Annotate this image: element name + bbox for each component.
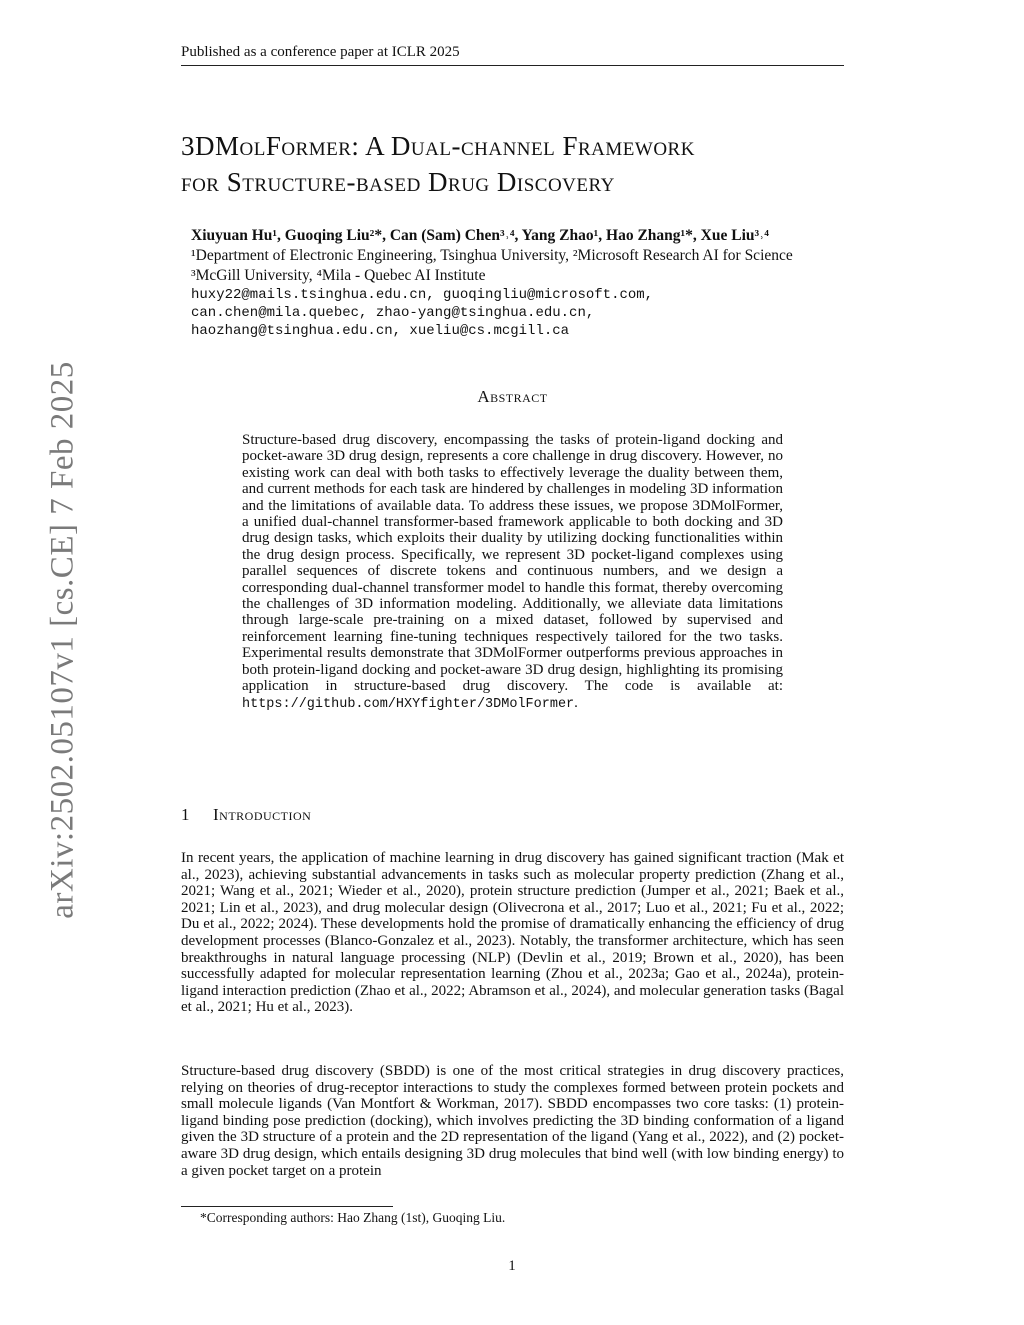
abstract-body xyxy=(242,432,783,713)
email-line-2: can.chen@mila.quebec, zhao-yang@tsinghua.edu.cn, xyxy=(191,305,595,321)
footnote-rule xyxy=(181,1206,393,1207)
running-header: Published as a conference paper at ICLR 2025 xyxy=(181,44,460,60)
abstract-heading: Abstract xyxy=(477,387,548,406)
section-heading-introduction xyxy=(181,805,311,825)
intro-paragraph-1: In recent years, the application of machine learning in drug discovery has gained significant traction (Mak et al., 2023), achieving substantial advancements in tasks such as molecular property prediction (Zhang et al., 2021; Wang et al., 2021; Wieder et al., 2020), protein structure prediction (Jumper et al., 2021; Baek et al., 2021; Lin et al., 2023), and drug molecular design (Olivecrona et al., 2017; Luo et al., 2021; Fu et al., 2022; Du et al., 2022; 2024). These developments hold the promise of dramatically enhancing the efficiency of drug development processes (Blanco-Gonzalez et al., 2023). Notably, the transformer architecture, which has seen breakthroughs in natural language processing (NLP) (Devlin et al., 2019; Brown et al., 2020), has been successfully adapted for molecular representation learning (Zhou et al., 2023a; Gao et al., 2024a), protein-ligand interaction prediction (Zhao et al., 2022; Abramson et al., 2024), and molecular generation tasks (Bagal et al., 2021; Hu et al., 2023). xyxy=(181,850,844,1016)
page-number: 1 xyxy=(508,1258,516,1274)
affiliation-line-2: ³McGill University, ⁴Mila - Quebec AI Institute xyxy=(191,267,486,284)
intro-paragraph-2: Structure-based drug discovery (SBDD) is one of the most critical strategies in drug discovery practices, relying on theories of drug-receptor interactions to study the complexes formed between protein pockets and small molecule ligands (Van Montfort & Workman, 2017). SBDD encompasses two core tasks: (1) protein-ligand binding pose prediction (docking), which involves predicting the 3D binding conformation of a ligand given the 3D structure of a protein and the 2D representation of the ligand (Yang et al., 2022), and (2) pocket-aware 3D drug design, which entails designing 3D drug molecules that bind well (with low binding energy) to a given pocket target on a protein xyxy=(181,1063,844,1179)
title-line-1: 3DMolFormer: A Dual-channel Framework xyxy=(181,131,695,161)
arxiv-stamp: arXiv:2502.05107v1 [cs.CE] 7 Feb 2025 xyxy=(44,361,81,919)
paper-title xyxy=(181,128,844,200)
header-rule xyxy=(181,65,844,66)
code-link[interactable]: https://github.com/HXYfighter/3DMolFormer xyxy=(242,696,575,712)
abstract-end: . xyxy=(574,694,578,711)
email-line-1: huxy22@mails.tsinghua.edu.cn, guoqingliu@microsoft.com, xyxy=(191,287,654,303)
affiliation-line-1: ¹Department of Electronic Engineering, Tsinghua University, ²Microsoft Research AI for Science xyxy=(191,247,793,264)
abstract-text: Structure-based drug discovery, encompassing the tasks of protein-ligand docking and pocket-aware 3D drug design, represents a core challenge in drug discovery. However, no existing work can deal with both tasks to effectively leverage the duality between them, and current methods for each task are hindered by challenges in modeling 3D information and the limitations of available data. To address these issues, we propose 3DMolFormer, a unified dual-channel transformer-based framework applicable to both docking and 3D drug design tasks, which exploits their duality by utilizing docking functionalities within the drug design process. Specifically, we represent 3D pocket-ligand complexes using parallel sequences of discrete tokens and continuous numbers, and we design a corresponding dual-channel transformer model to handle this format, thereby overcoming the challenges of 3D information modeling. Additionally, we alleviate data limitations through large-scale pre-training on a mixed dataset, followed by supervised and reinforcement learning fine-tuning techniques respectively tailored for the two tasks. Experimental results demonstrate that 3DMolFormer outperforms previous approaches in both protein-ligand docking and pocket-aware 3D drug design, highlighting its promising application in structure-based drug discovery. The code is available at: xyxy=(242,432,783,695)
title-line-2: for Structure-based Drug Discovery xyxy=(181,167,615,197)
section-number: 1 xyxy=(181,805,190,824)
author-block xyxy=(191,226,851,340)
footnote: *Corresponding authors: Hao Zhang (1st), Guoqing Liu. xyxy=(200,1210,506,1225)
email-line-3: haozhang@tsinghua.edu.cn, xueliu@cs.mcgill.ca xyxy=(191,323,570,339)
section-title: Introduction xyxy=(213,805,312,824)
author-names: Xiuyuan Hu¹, Guoqing Liu²*, Can (Sam) Chen³˒⁴, Yang Zhao¹, Hao Zhang¹*, Xue Liu³˒⁴ xyxy=(191,227,769,244)
